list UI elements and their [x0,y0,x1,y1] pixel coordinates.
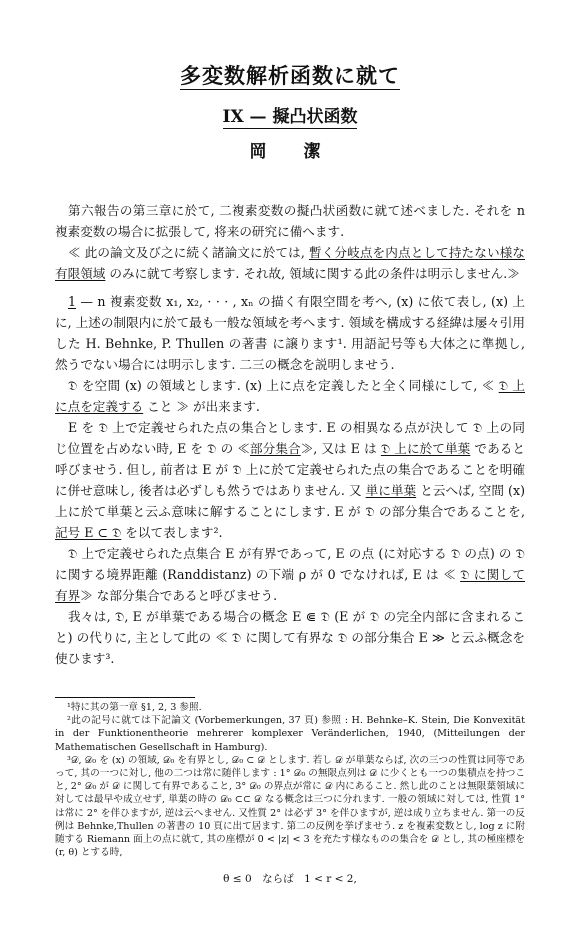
paper-title: 多変数解析函数に就て [180,63,400,88]
paragraph-7 [55,606,525,669]
text-run: のみに就て考察します. それ故, 領域に関する此の条件は明示しません.≫ [105,266,520,281]
footnote-3: ³𝒟, 𝒟₀ を (x) の領域, 𝒟₀ を有界とし, 𝒟₀ ⊂ 𝒟 とします. 若し 𝒟 が単葉ならば, 次の三つの性質は同等であって, 其の一つに対し, 他の二つは常に随伴します : 1° 𝒟₀ の無限点列は 𝒟 に少くとも一つの集積点を持つこと, 2° 𝒟₀ が 𝒟 に関して有界であること, 3° 𝒟₀ の界点が常に 𝒟 内にあること. 然し此のことは無限葉領域に対しては最早や成立せず, 単葉の時の 𝒟₀ ⊂⊂ 𝒟 なる概念は三つに分れます. 一般の領域に対しては, 性質 1° は常に 2° を伴ひますが, 逆は云へません. 又性質 2° は必ず 3° を伴ひますが, 逆は成り立ちません. 第一の反例は Behnke,Thullen の著書の 10 頁に出て居ます. 第二の反例を挙げませう. z を複素変数とし, log z に附随する Riemann 面上の点に就て, 其の座標が 0 < |z| < 3 を充たす様なものの集合を 𝒟 とし, 其の極座標を (r, θ) とする時, [55,754,525,859]
underlined-term: 単に単葉 [365,483,417,498]
text-run: — n 複素変数 x₁, x₂, · · · , xₙ の描く有限空間を考へ, (x) に依て表し, (x) 上に, 上述の制限内に於て最も一般な領域を考へます. 領域を構成する経緯は屡々引用した H. Behnke, P. Thullen の著書 に譲ります¹. 用語記号等も大体之に準拠し, 然うでない場合には明示します. 二三の概念を説明しませう. [55,294,525,372]
underlined-term: 𝔇 に関して有界 [55,567,525,603]
text-run: 𝔇 上で定義せられた点集合 E が有界であって, E の点 (に対応する 𝔇 の点) の 𝔇 に関する境界距離 (Randdistanz) の下端 ρ が 0 でなければ, E は ≪ [55,546,525,582]
paragraph-3 [55,291,525,375]
paper-subtitle: IX — 擬凸状函数 [222,107,358,127]
author-name: 岡 潔 [249,142,331,162]
text-run: と云へば, 空間 (x) 上に於て単葉と云ふ意味に解することにします. E が 𝔇 の部分集合であることを, [55,483,525,519]
footnote-1: ¹特に其の第一章 §1, 2, 3 参照. [67,702,202,713]
paragraph-5 [55,417,525,543]
text-run: 我々は, 𝔇, E が単葉である場合の概念 E ⋐ 𝔇 (E が 𝔇 の完全内部に含まれること) の代りに, 主として此の ≪ 𝔇 に関して有界な 𝔇 の部分集合 E ≫ と云ふ概念を使ひます³. [55,609,525,666]
text-run: E を 𝔇 上で定義せられた点の集合とします. E の相異なる点が決して 𝔇 上の同じ位置を占めない時, E を 𝔇 の ≪ [55,420,525,456]
text-run: ≪ 此の論文及び之に続く諸論文に於ては, [68,245,309,260]
text-run: ≫ な部分集合であると呼びませう. [80,588,278,603]
underlined-term: 𝔇 上に点を定義する [55,378,525,414]
underlined-term: 部分集合 [249,441,301,456]
text-run: 𝔇 を空間 (x) の領域とします. (x) 上に点を定義したと全く同様にして, ≪ [68,378,499,393]
text-run: を以て表します². [121,525,223,540]
underlined-term: 記号 E ⊂ 𝔇 [55,525,122,540]
text-run: であると呼びませう. 但し, 前者は E が 𝔇 上に於て定義せられた点の集合であることを明確に併せ意味し, 後者は必ずしも然うではありません. 又 [55,441,526,498]
text-run: こと ≫ が出来ます. [143,399,260,414]
footnotes [55,701,525,859]
paper-page [55,60,525,886]
underlined-term: 1 [68,294,77,309]
footnote-2: ²此の記号に就ては下記論文 (Vorbemerkungen, 37 頁) 参照 : H. Behnke–K. Stein, Die Konvexität in der Funktionentheorie mehrerer komplexer Veränderlichen, 1940, (Mitteilungen der Mathematischen Gesellschaft in Hamburg). [55,715,525,753]
paragraph-4 [55,375,525,417]
formula-line: θ ≤ 0 ならば 1 < r < 2, [223,873,357,886]
body-text [55,200,525,669]
underlined-term: 𝔇 上に於て単葉 [380,441,471,456]
text-run: ≫, 又は E は [300,441,381,456]
underlined-term: 暫く分岐点を内点として持たない様な有限領域 [55,245,525,281]
paragraph-2 [55,242,525,284]
footnote-rule [55,697,195,698]
text-run: 第六報告の第三章に於て, 二複素変数の擬凸状函数に就て述べました. それを n 複素変数の場合に拡張して, 将来の研究に備へます. [55,203,525,239]
paragraph-6 [55,543,525,606]
paragraph-1 [55,200,525,242]
